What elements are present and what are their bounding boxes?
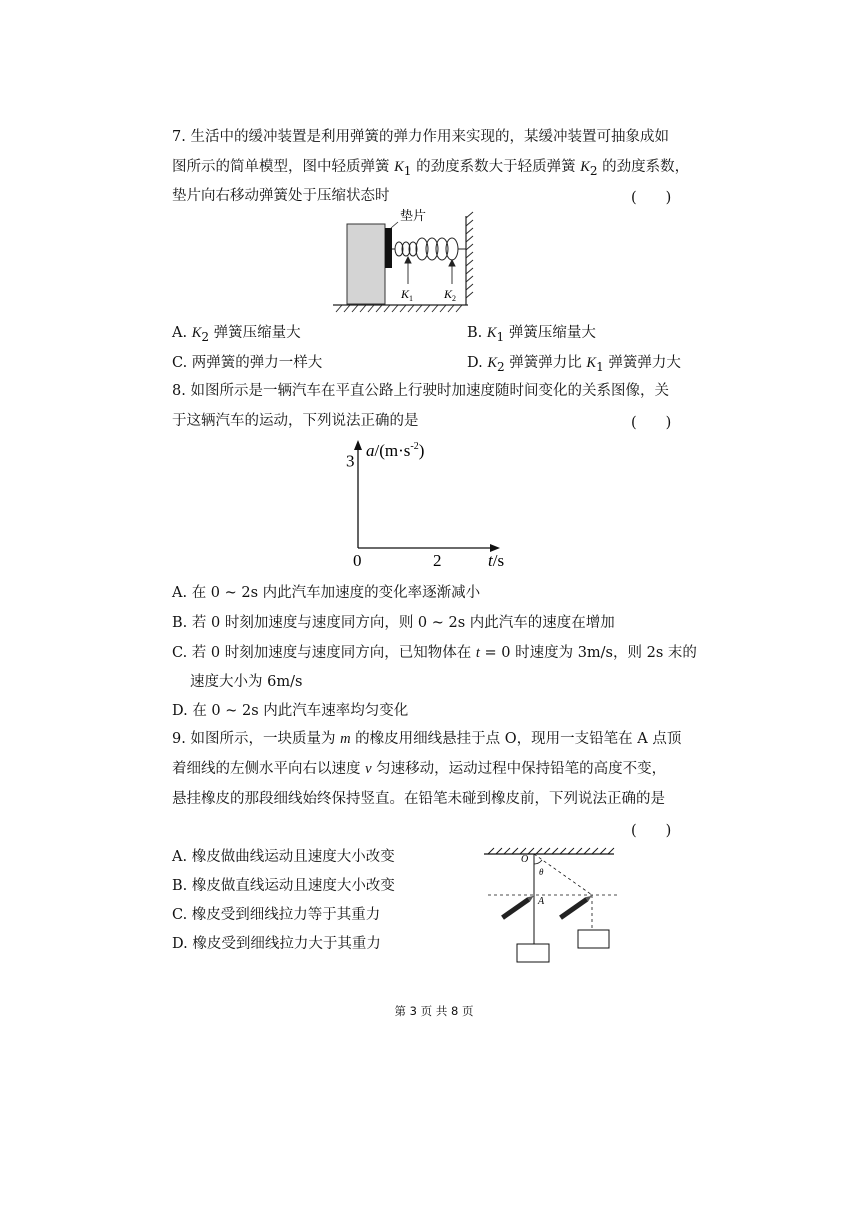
y-axis-label: $a/(m\cdot s^{-2})$ — [366, 441, 425, 460]
q8-line-2: 于这辆汽车的运动，下列说法正确的是 — [172, 413, 419, 429]
spring-buffer-figure — [328, 204, 488, 316]
q9-line-1: 9. 如图所示，一块质量为 m 的橡皮用细线悬挂于点 O，现用一支铅笔在 A 点顶 — [172, 731, 682, 747]
point-a-label: A — [538, 896, 545, 907]
q7-option-d: D. $K_2$ 弹簧弹力比 $K_1$ 弹簧弹力大 — [467, 355, 681, 374]
point-o-label: O — [521, 854, 529, 865]
q8-option-c-line-2: 速度大小为 6m/s — [190, 674, 303, 690]
q8-option-c-line-1: C. 若 0 时刻加速度与速度同方向，已知物体在 t = 0 时速度为 3m/s，则 2s 末的 — [172, 645, 697, 661]
pencil-right — [559, 894, 593, 920]
x-tick-label: 2 — [433, 551, 442, 570]
q7-option-c: C. 两弹簧的弹力一样大 — [172, 355, 323, 371]
svg-text:K2: $K_2$ — [444, 287, 457, 303]
x-axis-label: t/s — [488, 551, 505, 570]
q9-line-3: 悬挂橡皮的那段细线始终保持竖直。在铅笔未碰到橡皮前，下列说法正确的是 — [172, 791, 665, 807]
q8-option-d: D. 在 0 ~ 2s 内此汽车速率均匀变化 — [172, 703, 409, 719]
eraser-left — [517, 944, 549, 962]
q9-option-a: A. 橡皮做曲线运动且速度大小改变 — [172, 849, 395, 865]
q9-line-2: 着细线的左侧水平向右以速度 v 匀速移动，运动过程中保持铅笔的高度不变， — [172, 761, 667, 777]
q7-line-3: 垫片向右移动弹簧处于压缩状态时 — [172, 188, 390, 204]
q8-option-b: B. 若 0 时刻加速度与速度同方向，则 0 ~ 2s 内此汽车的速度在增加 — [172, 615, 615, 631]
y-tick-label: 3 — [346, 451, 355, 471]
q7-option-a: A. $K_2$ 弹簧压缩量大 — [172, 325, 301, 344]
q9-option-b: B. 橡皮做直线运动且速度大小改变 — [172, 878, 395, 894]
y-axis-arrow — [354, 440, 362, 450]
wall-hatch — [466, 212, 473, 298]
pencil-left — [501, 894, 535, 920]
eraser-right — [578, 930, 609, 948]
q7-line-2: 图所示的简单模型，图中轻质弹簧 $K_1$ 的劲度系数大于轻质弹簧 $K_2$ 的劲度系数， — [172, 159, 690, 178]
pencil-string-figure — [476, 840, 626, 968]
q9-answer-blank: ( ) — [631, 823, 672, 839]
ceiling-hatch — [488, 848, 614, 854]
q8-option-a: A. 在 0 ~ 2s 内此汽车加速度的变化率逐渐减小 — [172, 585, 481, 601]
q8-answer-blank: ( ) — [631, 415, 672, 431]
ground-hatch — [336, 305, 462, 312]
q7-option-b: B. $K_1$ 弹簧压缩量大 — [467, 325, 596, 344]
x-tick-label: 0 — [353, 551, 362, 570]
buffer-block — [347, 224, 385, 304]
pad-label: 垫片 — [400, 208, 427, 223]
q7-answer-blank: ( ) — [631, 190, 672, 206]
q9-option-c: C. 橡皮受到细线拉力等于其重力 — [172, 907, 381, 923]
theta-label: θ — [539, 867, 544, 877]
q8-line-1: 8. 如图所示是一辆汽车在平直公路上行驶时加速度随时间变化的关系图像，关 — [172, 383, 669, 399]
springs — [392, 238, 466, 260]
pad — [385, 228, 392, 268]
q7-line-1: 7. 生活中的缓冲装置是利用弹簧的弹力作用来实现的，某缓冲装置可抽象成如 — [172, 129, 669, 145]
page-footer: 第 3 页 共 8 页 — [394, 1004, 474, 1018]
q9-option-d: D. 橡皮受到细线拉力大于其重力 — [172, 936, 381, 952]
acceleration-time-graph — [330, 434, 520, 572]
svg-text:K1: $K_1$ — [401, 287, 414, 303]
angle-arc — [534, 860, 542, 864]
